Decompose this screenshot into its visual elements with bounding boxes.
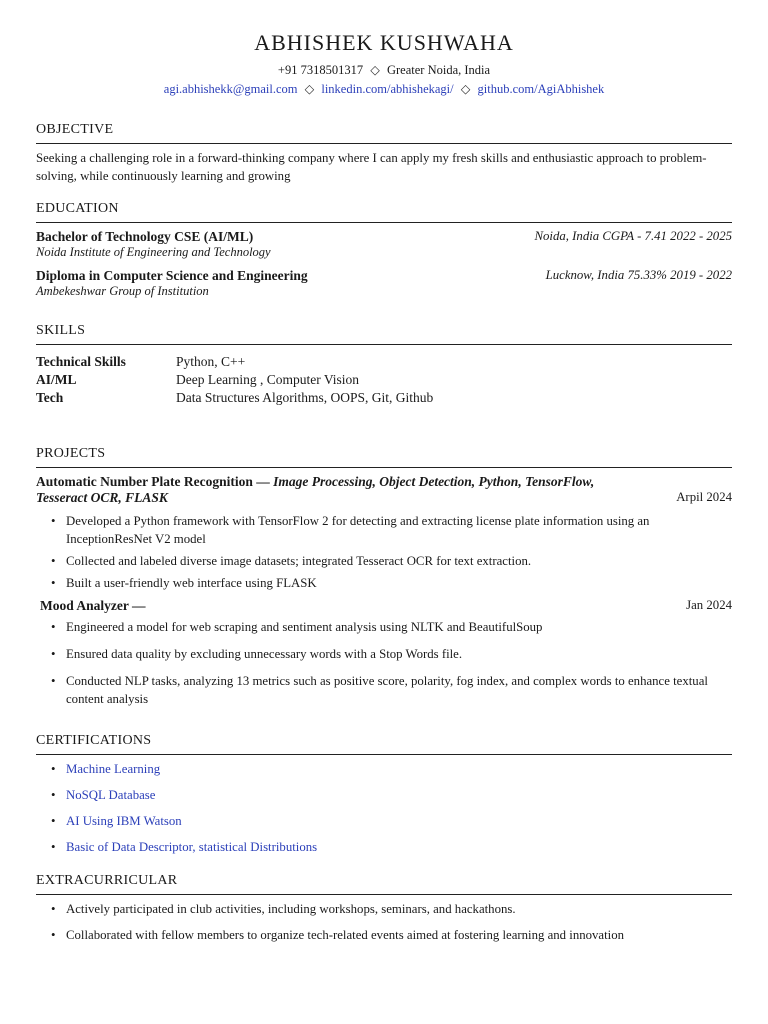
list-item	[36, 812, 732, 830]
skills-table	[36, 353, 732, 407]
list-item: • Collected and labeled diverse image datasets; integrated Tesseract OCR for text extraction.	[51, 554, 532, 568]
bullet-icon: •	[51, 647, 56, 661]
skill-value: Python, C++	[176, 354, 246, 369]
skill-row	[36, 353, 732, 371]
institution: Noida Institute of Engineering and Technology	[36, 245, 271, 259]
education-section	[36, 201, 732, 299]
section-title-extracurricular: EXTRACURRICULAR	[36, 873, 732, 895]
list-item: • Built a user-friendly web interface using FLASK	[51, 576, 317, 590]
list-item: • Actively participated in club activities, including workshops, seminars, and hackathons.	[51, 902, 516, 916]
projects-section	[36, 446, 732, 708]
skill-label: Technical Skills	[36, 354, 126, 369]
bullet-icon: •	[51, 902, 56, 916]
certification-link[interactable]: AI Using IBM Watson	[66, 814, 182, 828]
github-link[interactable]: github.com/AgiAbhishek	[477, 82, 605, 96]
bullet-icon: •	[51, 762, 56, 776]
project-bullets	[36, 512, 732, 592]
section-title-certifications: CERTIFICATIONS	[36, 733, 732, 755]
project-date: Jan 2024	[686, 598, 732, 612]
email-link[interactable]: agi.abhishekk@gmail.com	[163, 82, 298, 96]
section-title-education: EDUCATION	[36, 201, 732, 223]
objective-section	[36, 122, 732, 185]
list-item: • Ensured data quality by excluding unnecessary words with a Stop Words file.	[51, 647, 463, 661]
skill-row	[36, 371, 732, 389]
bullet-icon: •	[51, 840, 56, 854]
section-title-skills: SKILLS	[36, 323, 732, 345]
certification-link[interactable]: Machine Learning	[66, 762, 161, 776]
bullet-icon: •	[51, 788, 56, 802]
separator-diamond-icon: ◇	[460, 82, 471, 96]
candidate-name: ABHISHEK KUSHWAHA	[254, 30, 514, 55]
degree: Bachelor of Technology CSE (AI/ML)	[36, 229, 254, 244]
project-entry	[36, 598, 732, 614]
education-details: Lucknow, India 75.33% 2019 - 2022	[545, 268, 732, 282]
certifications-section	[36, 733, 732, 856]
certification-link[interactable]: Basic of Data Descriptor, statistical Distributions	[66, 840, 318, 854]
project-entry	[36, 474, 732, 592]
list-item	[36, 760, 732, 778]
links-line	[36, 81, 732, 97]
certification-list	[36, 760, 732, 856]
objective-text: Seeking a challenging role in a forward-thinking company where I can apply my fresh skills and enthusiastic approach to problem-solving, while continuously learning and growing	[36, 151, 707, 183]
bullet-icon: •	[51, 814, 56, 828]
list-item	[36, 786, 732, 804]
certification-link[interactable]: NoSQL Database	[66, 788, 156, 802]
institution: Ambekeshwar Group of Institution	[36, 284, 209, 298]
section-title-projects: PROJECTS	[36, 446, 732, 468]
project-date: Arpil 2024	[676, 490, 732, 504]
phone-number: +91 7318501317	[277, 63, 364, 77]
separator-diamond-icon: ◇	[304, 82, 315, 96]
section-title-objective: OBJECTIVE	[36, 122, 732, 144]
skill-label: AI/ML	[36, 372, 77, 387]
list-item: • Engineered a model for web scraping and sentiment analysis using NLTK and BeautifulSoup	[51, 620, 543, 634]
education-entry	[36, 268, 732, 299]
location: Greater Noida, India	[386, 63, 491, 77]
project-name: Mood Analyzer —	[40, 598, 146, 613]
resume-page	[36, 26, 732, 942]
separator-diamond-icon: ◇	[370, 63, 380, 77]
extracurricular-section	[36, 873, 732, 944]
education-entry	[36, 229, 732, 260]
list-item: • Conducted NLP tasks, analyzing 13 metrics such as positive score, polarity, fog index, and complex words to enhance textual content analysis	[51, 674, 708, 706]
bullet-icon: •	[51, 576, 56, 590]
bullet-icon: •	[51, 554, 56, 568]
degree: Diploma in Computer Science and Engineering	[36, 268, 308, 283]
list-item: • Developed a Python framework with TensorFlow 2 for detecting and extracting license plate information using an InceptionResNet V2 model	[51, 514, 650, 546]
extracurricular-list	[36, 900, 732, 944]
skill-row	[36, 389, 732, 407]
bullet-icon: •	[51, 514, 56, 528]
skill-label: Tech	[36, 390, 64, 405]
project-bullets	[36, 618, 732, 708]
skills-section	[36, 323, 732, 407]
linkedin-link[interactable]: linkedin.com/abhishekagi/	[321, 82, 454, 96]
list-item: • Collaborated with fellow members to organize tech-related events aimed at fostering learning and innovation	[51, 928, 625, 942]
bullet-icon: •	[51, 928, 56, 942]
bullet-icon: •	[51, 674, 56, 688]
project-tech: Tesseract OCR, FLASK	[36, 490, 168, 505]
project-name: Automatic Number Plate Recognition —	[36, 474, 270, 489]
project-tech: Image Processing, Object Detection, Python, TensorFlow,	[273, 474, 595, 489]
education-details: Noida, India CGPA - 7.41 2022 - 2025	[534, 229, 732, 243]
skill-value: Data Structures Algorithms, OOPS, Git, Github	[176, 390, 434, 405]
contact-line	[36, 62, 732, 78]
skill-value: Deep Learning , Computer Vision	[176, 372, 360, 387]
list-item	[36, 838, 732, 856]
bullet-icon: •	[51, 620, 56, 634]
